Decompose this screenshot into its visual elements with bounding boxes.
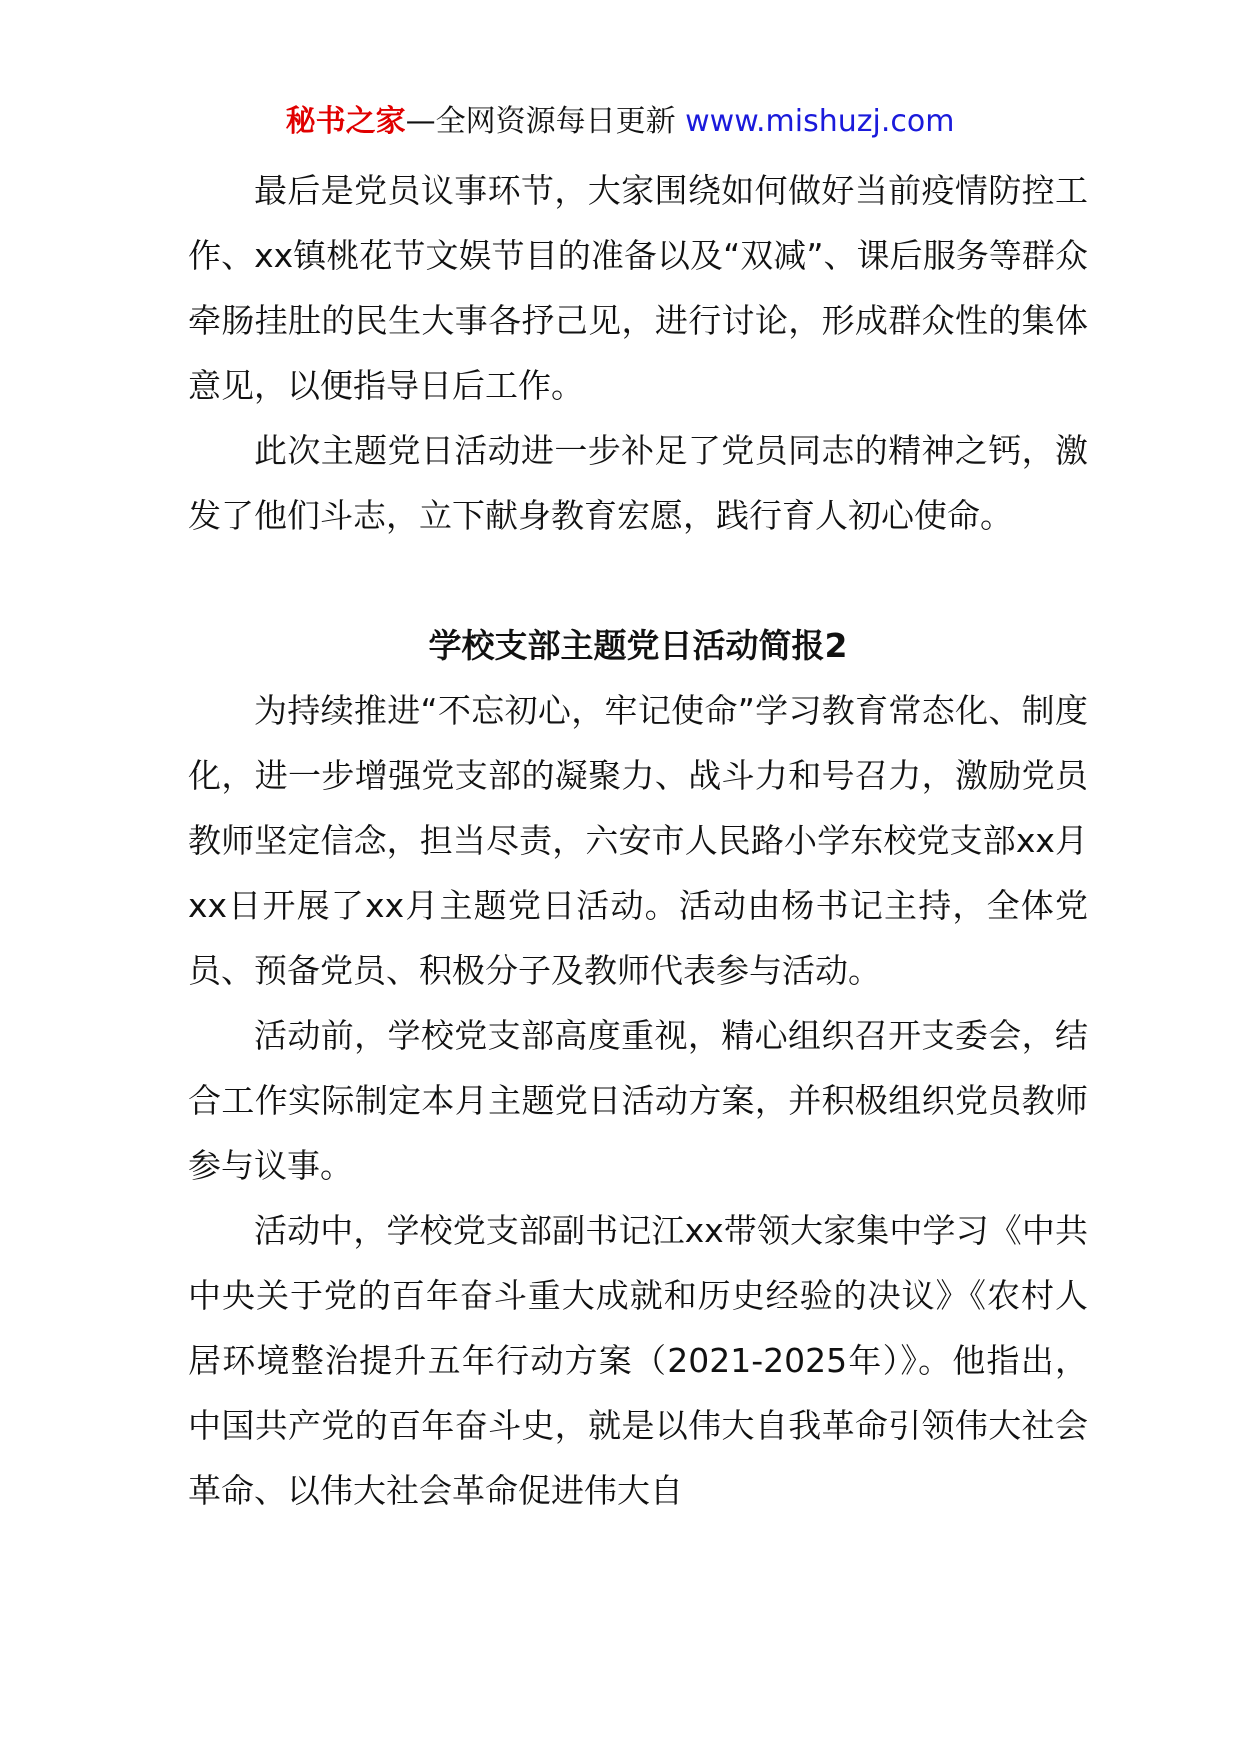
paragraph: 活动中，学校党支部副书记江xx带领大家集中学习《中共中央关于党的百年奋斗重大成就和历史经验的决议》《农村人居环境整治提升五年行动方案（2021-2025年）》。他指出，中国共产党的百年奋斗史，就是以伟大自我革命引领伟大社会革命、以伟大社会革命促进伟大自 — [188, 1211, 1088, 1510]
paragraph: 活动前，学校党支部高度重视，精心组织召开支委会，结合工作实际制定本月主题党日活动方案，并积极组织党员教师参与议事。 — [188, 1016, 1088, 1185]
section-title: 学校支部主题党日活动简报2 — [428, 626, 848, 665]
site-slogan: —全网资源每日更新 — [405, 104, 676, 139]
paragraph: 最后是党员议事环节，大家围绕如何做好当前疫情防控工作、xx镇桃花节文娱节目的准备以及“双减”、课后服务等群众牵肠挂肚的民生大事各抒己见，进行讨论，形成群众性的集体意见，以便指导日后工作。 — [188, 171, 1088, 405]
site-header — [0, 100, 1240, 144]
site-brand: 秘书之家 — [285, 104, 406, 139]
document-body — [188, 158, 1088, 1523]
site-url-link[interactable]: www.mishuzj.com — [685, 104, 955, 139]
paragraph: 为持续推进“不忘初心，牢记使命”学习教育常态化、制度化，进一步增强党支部的凝聚力、战斗力和号召力，激励党员教师坚定信念，担当尽责，六安市人民路小学东校党支部xx月xx日开展了xx月主题党日活动。活动由杨书记主持，全体党员、预备党员、积极分子及教师代表参与活动。 — [188, 691, 1088, 990]
paragraph: 此次主题党日活动进一步补足了党员同志的精神之钙，激发了他们斗志，立下献身教育宏愿，践行育人初心使命。 — [188, 431, 1088, 535]
